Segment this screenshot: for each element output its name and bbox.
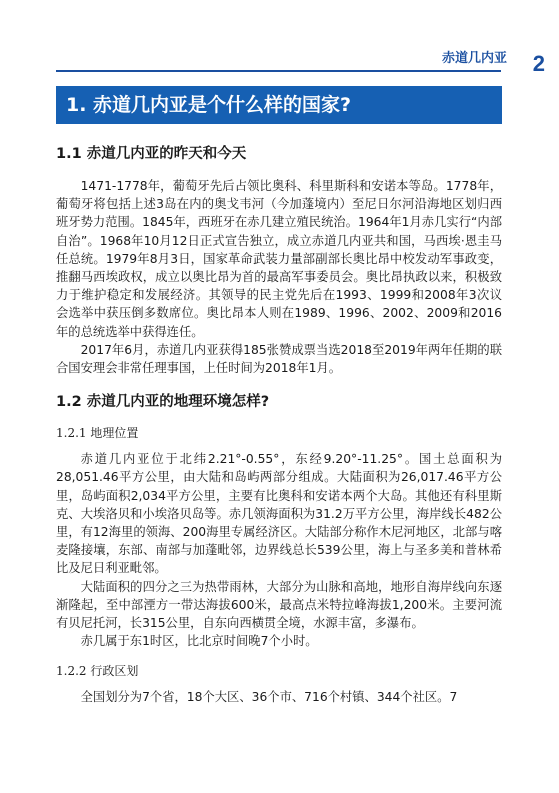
section-heading-1-1: 1.1 赤道几内亚的昨天和今天 [56, 146, 247, 162]
paragraph-admin-divisions: 全国划分为7个省，18个大区、36个市、716个村镇、344个社区。7 [80, 690, 458, 705]
subsection-heading-1-2-1: 1.2.1 地理位置 [56, 426, 139, 441]
page-number: 2 [532, 51, 545, 76]
header-title: 赤道几内亚 [441, 51, 507, 66]
paragraph-terrain: 大陆面积的四分之三为热带雨林，大部分为山脉和高地，地形自海岸线向东逐渐隆起，至中部湮方一带达海拔600米，最高点米特拉峰海拔1,200米。主要河流有贝尼托河，长315公里，自东向西横贯全境，水源丰富，多瀑布。 [56, 579, 502, 631]
paragraph-location: 赤道几内亚位于北纬2.21°-0.55°，东经9.20°-11.25°。国土总面积为28,051.46平方公里，由大陆和岛屿两部分组成。大陆面积为26,017.46平方公里，岛屿面积2,034平方公里，主要有比奥科和安诺本两个大岛。其他还有科里斯克、大埃洛贝和小埃洛贝岛等。赤几领海面积为31.2万平方公里，海岸线长482公里，有12海里的领海、200海里专属经济区。大陆部分称作木尼河地区，北部与喀麦隆接壤，东部、南部与加蓬毗邻，边界线总长539公里，海上与圣多美和普林希比及尼日利亚毗邻。 [56, 452, 502, 576]
header-rule [56, 70, 501, 72]
paragraph-un-council: 2017年6月，赤道几内亚获得185张赞成票当选2018至2019年两年任期的联合国安理会非常任理事国，上任时间为2018年1月。 [56, 342, 502, 376]
paragraph-timezone: 赤几属于东1时区，比北京时间晚7个小时。 [80, 634, 318, 649]
section-heading-1-2: 1.2 赤道几内亚的地理环境怎样? [56, 394, 270, 411]
chapter-banner [56, 86, 502, 124]
chapter-title: 1. 赤道几内亚是个什么样的国家? [66, 94, 352, 116]
paragraph-history: 1471-1778年，葡萄牙先后占领比奥科、科里斯科和安诺本等岛。1778年，葡萄牙将包括上述3岛在内的奥戈韦河（今加蓬境内）至尼日尔河沿海地区划归西班牙势力范围。1845年，西班牙在赤几建立殖民统治。1964年1月赤几实行“内部自治”。1968年10月12日正式宣告独立，成立赤道几内亚共和国，马西埃·恩圭马任总统。1979年8月3日，国家革命武装力量部副部长奥比昂中校发动军事政变，推翻马西埃政权，成立以奥比昂为首的最高军事委员会。奥比昂执政以来，积极致力于维护稳定和发展经济。其领导的民主党先后在1993、1999和2008年3次议会选举中获压倒多数席位。奥比昂本人则在1989、1996、2002、2009和2016年的总统选举中获得连任。 [56, 179, 502, 339]
main-content [56, 130, 502, 707]
subsection-heading-1-2-2: 1.2.2 行政区划 [56, 664, 139, 679]
